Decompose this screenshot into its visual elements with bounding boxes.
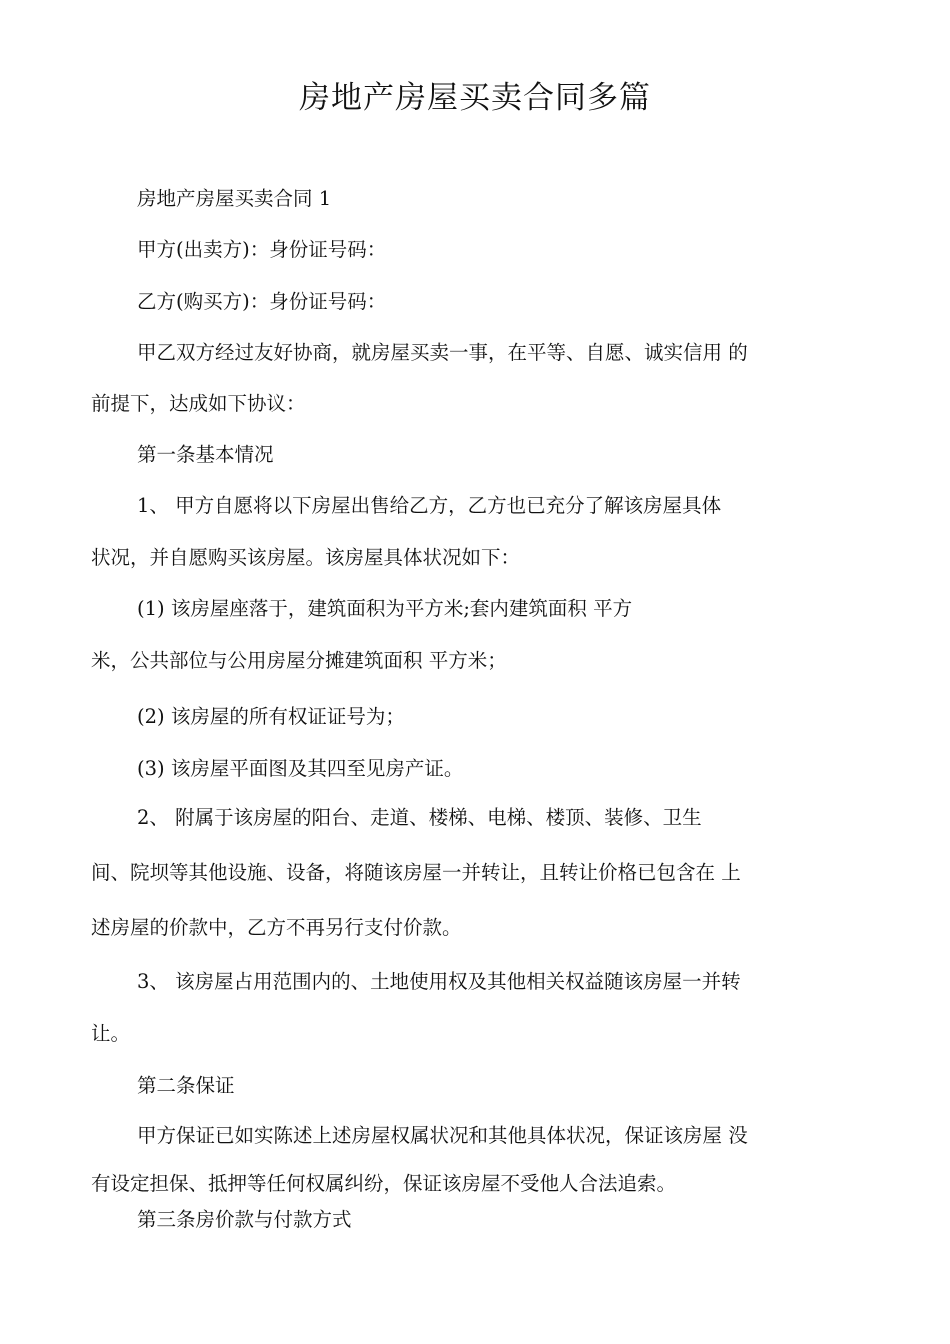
body-line: 米，公共部位与公用房屋分摊建筑面积 平方米； — [91, 649, 507, 672]
body-line: 前提下，达成如下协议： — [91, 392, 306, 415]
body-line: 间、院坝等其他设施、设备，将随该房屋一并转让，且转让价格已包含在 上 — [91, 861, 741, 884]
body-line: (2) 该房屋的所有权证证号为； — [137, 705, 405, 728]
body-line: 述房屋的价款中，乙方不再另行支付价款。 — [91, 916, 462, 939]
section-heading: 第二条保证 — [137, 1074, 235, 1097]
body-line: 2、 附属于该房屋的阳台、走道、楼梯、电梯、楼顶、装修、卫生 — [137, 806, 702, 829]
section-heading: 第三条房价款与付款方式 — [137, 1208, 352, 1231]
document-title: 房地产房屋买卖合同多篇 — [299, 80, 651, 116]
body-line: (3) 该房屋平面图及其四至见房产证。 — [137, 757, 464, 780]
party-a-line: 甲方(出卖方)：身份证号码： — [137, 238, 387, 261]
body-line: 让。 — [91, 1022, 131, 1045]
body-line: 状况，并自愿购买该房屋。该房屋具体状况如下： — [91, 546, 521, 569]
body-line: 1、 甲方自愿将以下房屋出售给乙方，乙方也已充分了解该房屋具体 — [137, 494, 722, 517]
body-line: (1) 该房屋座落于，建筑面积为平方米;套内建筑面积 平方 — [137, 597, 633, 620]
contract-heading: 房地产房屋买卖合同 1 — [137, 187, 332, 210]
body-line: 甲乙双方经过友好协商，就房屋买卖一事，在平等、自愿、诚实信用 的 — [137, 341, 748, 364]
body-line: 甲方保证已如实陈述上述房屋权属状况和其他具体状况，保证该房屋 没 — [137, 1124, 748, 1147]
body-line: 3、 该房屋占用范围内的、土地使用权及其他相关权益随该房屋一并转 — [137, 970, 741, 993]
section-heading: 第一条基本情况 — [137, 443, 274, 466]
party-b-line: 乙方(购买方)：身份证号码： — [137, 290, 387, 313]
body-line: 有设定担保、抵押等任何权属纠纷，保证该房屋不受他人合法追索。 — [91, 1172, 677, 1195]
